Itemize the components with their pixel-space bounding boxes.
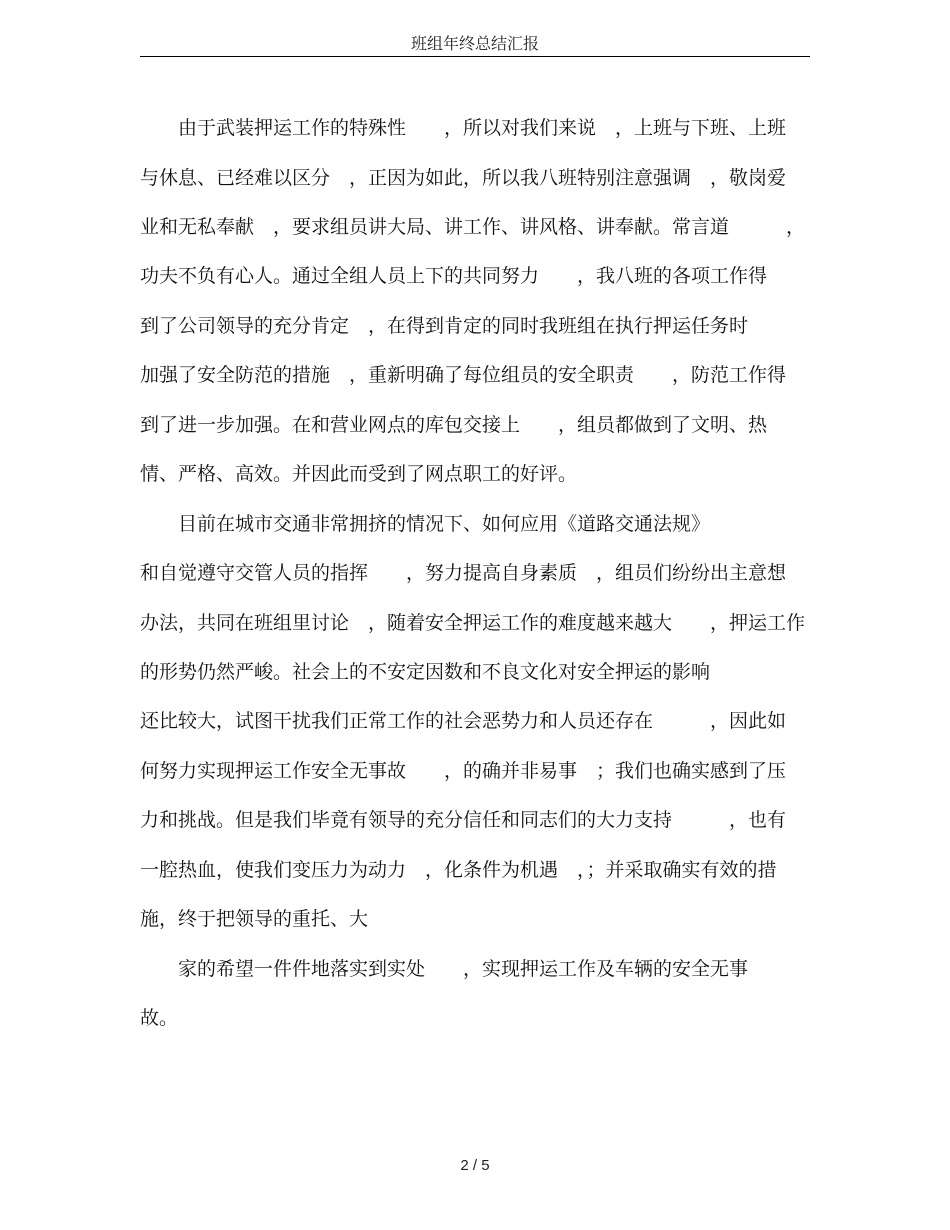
body-line: 到了公司领导的充分肯定 ，在得到肯定的同时我班组在执行押运任务时 xyxy=(140,315,749,337)
page-number: 2 / 5 xyxy=(460,1157,490,1174)
body-line: 的形势仍然严峻。社会上的不安定因数和不良文化对安全押运的影响 xyxy=(140,661,711,683)
body-line: 由于武装押运工作的特殊性 ，所以对我们来说 ，上班与下班、上班 xyxy=(140,117,787,139)
body-line: 和自觉遵守交管人员的指挥 ，努力提高自身素质 ，组员们纷纷出主意想 xyxy=(140,562,787,584)
body-line: 加强了安全防范的措施 ，重新明确了每位组员的安全职责 ，防范工作得 xyxy=(140,364,787,386)
body-line: 力和挑战。但是我们毕竟有领导的充分信任和同志们的大力支持 ，也有 xyxy=(140,809,787,831)
body-line: 故。 xyxy=(140,1007,179,1029)
header-divider xyxy=(140,56,810,57)
document-header-title: 班组年终总结汇报 xyxy=(410,34,539,53)
body-line: 家的希望一件件地落实到实处 ，实现押运工作及车辆的安全无事 xyxy=(140,958,749,980)
body-line: 还比较大，试图干扰我们正常工作的社会恶势力和人员还存在 ，因此如 xyxy=(140,710,787,732)
body-line: 与休息、已经难以区分 ，正因为如此，所以我八班特别注意强调 ，敬岗爱 xyxy=(140,167,787,189)
body-line: 办法，共同在班组里讨论 ，随着安全押运工作的难度越来越大 ，押运工作 xyxy=(140,612,806,634)
body-line: 业和无私奉献 ，要求组员讲大局、讲工作、讲风格、讲奉献。常言道 ， xyxy=(140,216,806,238)
body-line: 情、严格、高效。并因此而受到了网点职工的好评。 xyxy=(140,463,578,485)
body-line: 目前在城市交通非常拥挤的情况下、如何应用《道路交通法规》 xyxy=(140,513,711,535)
body-line: 何努力实现押运工作安全无事故 ，的确并非易事 ；我们也确实感到了压 xyxy=(140,760,787,782)
body-line: 施，终于把领导的重托、大 xyxy=(140,908,369,930)
body-line: 到了进一步加强。在和营业网点的库包交接上 ，组员都做到了文明、热 xyxy=(140,414,768,436)
body-line: 功夫不负有心人。通过全组人员上下的共同努力 ，我八班的各项工作得 xyxy=(140,265,768,287)
body-line: 一腔热血，使我们变压力为动力 ，化条件为机遇 ，；并采取确实有效的措 xyxy=(140,859,777,881)
